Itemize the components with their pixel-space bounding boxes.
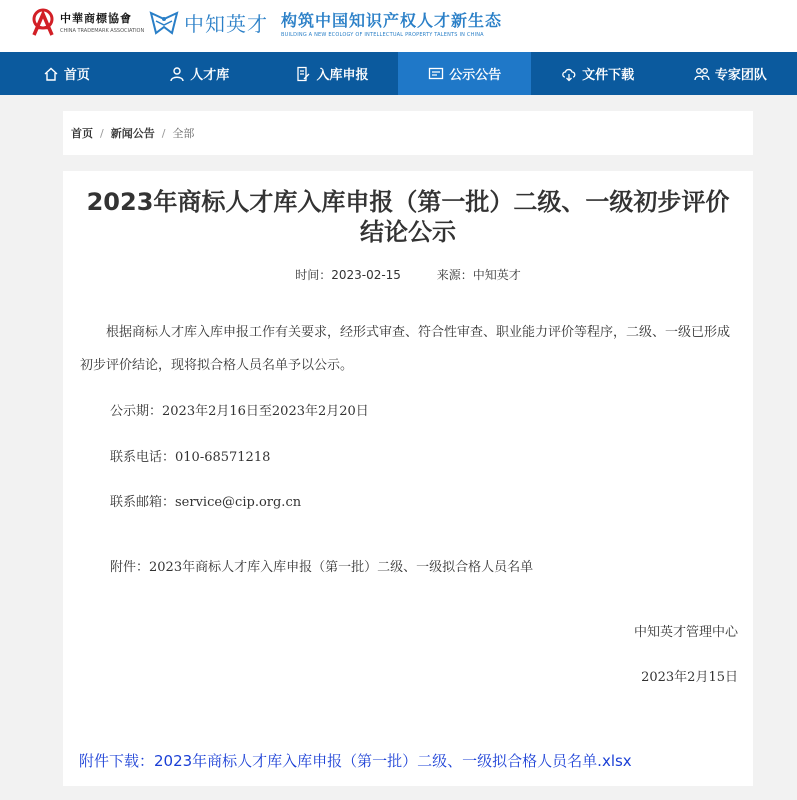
user-icon (169, 66, 185, 82)
main-nav (0, 52, 797, 95)
cloud-download-icon (561, 66, 577, 82)
association-logo[interactable] (30, 8, 144, 36)
contact-phone: 联系电话：010-68571218 (110, 450, 271, 465)
attachment-download-link[interactable]: 附件下载：2023年商标人才库入库申报（第一批）二级、一级拟合格人员名单.xlsx (79, 752, 632, 770)
brand-mark-icon (148, 9, 180, 37)
slogan-text-en: BUILDING A NEW ECOLOGY OF INTELLECTUAL PROPERTY TALENTS IN CHINA (281, 32, 484, 38)
article-title: 2023年商标人才库入库申报（第一批）二级、一级初步评价结论公示 (86, 188, 730, 246)
nav-item-application[interactable] (266, 52, 399, 95)
article-source: 来源：中知英才 (436, 268, 521, 282)
site-slogan (281, 8, 502, 38)
association-name: 中華商標協會 (60, 12, 132, 25)
article-card (63, 171, 753, 786)
breadcrumb-home[interactable]: 首页 (71, 127, 93, 140)
brand-logo[interactable] (148, 8, 268, 37)
nav-item-label: 专家团队 (714, 68, 767, 83)
article-date: 2023年2月15日 (641, 670, 738, 685)
announcement-icon (428, 66, 444, 82)
article-signature: 中知英才管理中心 (633, 625, 738, 640)
association-name-en: CHINA TRADEMARK ASSOCIATION (60, 28, 145, 34)
breadcrumb-current: 全部 (172, 127, 195, 140)
document-edit-icon (295, 66, 311, 82)
attachment-note: 附件：2023年商标人才库入库申报（第一批）二级、一级拟合格人员名单 (110, 560, 534, 575)
home-icon (43, 66, 59, 82)
association-emblem-icon (30, 8, 56, 36)
brand-name: 中知英才 (184, 12, 268, 36)
nav-item-label: 文件下载 (582, 68, 635, 83)
nav-item-home[interactable] (0, 52, 133, 95)
nav-item-downloads[interactable] (531, 52, 664, 95)
nav-item-experts[interactable] (664, 52, 797, 95)
contact-email: 联系邮箱：service@cip.org.cn (110, 495, 302, 510)
site-header (0, 0, 797, 52)
slogan-text: 构筑中国知识产权人才新生态 (281, 11, 503, 30)
article-meta (63, 266, 753, 283)
breadcrumb-separator: / (161, 126, 166, 140)
breadcrumb-separator: / (100, 126, 104, 140)
nav-item-announcements[interactable] (398, 52, 531, 95)
nav-item-label: 公示公告 (449, 68, 502, 83)
announcement-period: 公示期：2023年2月16日至2023年2月20日 (110, 404, 369, 419)
nav-item-talent-pool[interactable] (133, 52, 266, 95)
article-paragraph: 根据商标人才库入库申报工作有关要求，经形式审查、符合性审查、职业能力评价等程序，二级、一级已形成初步评价结论，现将拟合格人员名单予以公示。 (80, 325, 731, 373)
nav-item-label: 入库申报 (316, 68, 369, 83)
article-time: 时间：2023-02-15 (295, 268, 401, 282)
nav-item-label: 首页 (63, 68, 90, 83)
breadcrumb-section[interactable]: 新闻公告 (110, 127, 155, 140)
team-icon (694, 66, 710, 82)
breadcrumb (63, 111, 753, 155)
nav-item-label: 人才库 (190, 68, 230, 83)
